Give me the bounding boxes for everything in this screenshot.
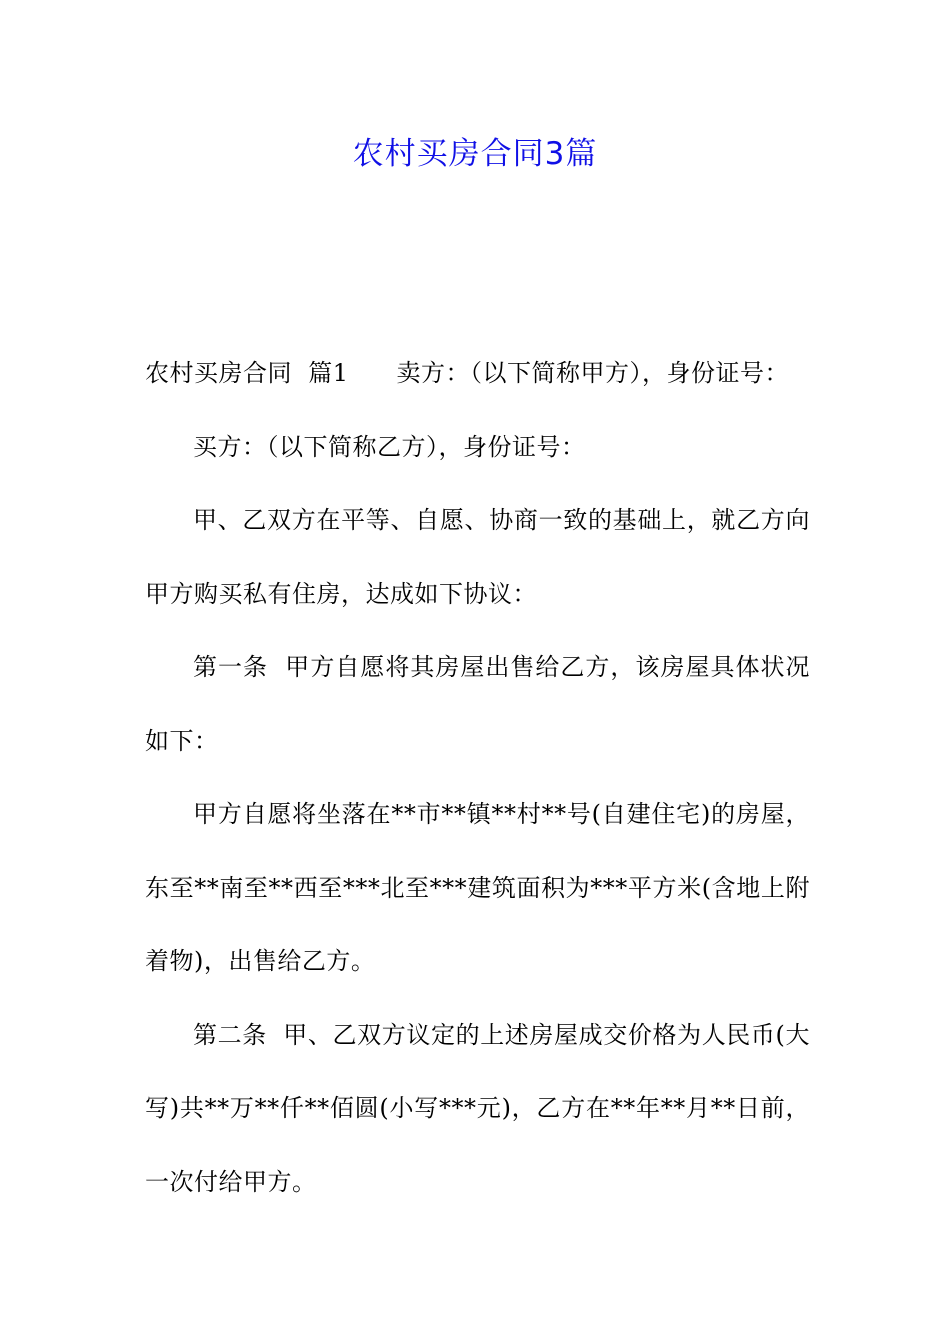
first-line: [145, 337, 810, 411]
seller-line: 卖方：（以下简称甲方），身份证号：: [396, 359, 790, 387]
paragraph-agreement: 甲、乙双方在平等、自愿、协商一致的基础上，就乙方向甲方购买私有住房，达成如下协议：: [145, 506, 810, 608]
paragraph-article-1: 第一条 甲方自愿将其房屋出售给乙方，该房屋具体状况如下：: [145, 653, 810, 755]
paragraph-buyer: 买方：（以下简称乙方），身份证号：: [193, 432, 586, 461]
section-heading: 农村买房合同 篇1: [145, 359, 349, 387]
paragraph-property-details: 甲方自愿将坐落在**市**镇**村**号(自建住宅)的房屋，东至**南至**西至***北至***建筑面积为***平方米(含地上附着物)，出售给乙方。: [145, 800, 810, 975]
paragraph-article-2: 第二条 甲、乙双方议定的上述房屋成交价格为人民币(大写)共**万**仟**佰圆(小写***元)，乙方在**年**月**日前，一次付给甲方。: [145, 1020, 810, 1196]
document-title: 农村买房合同3篇: [352, 136, 598, 172]
document-body: [145, 337, 810, 1219]
